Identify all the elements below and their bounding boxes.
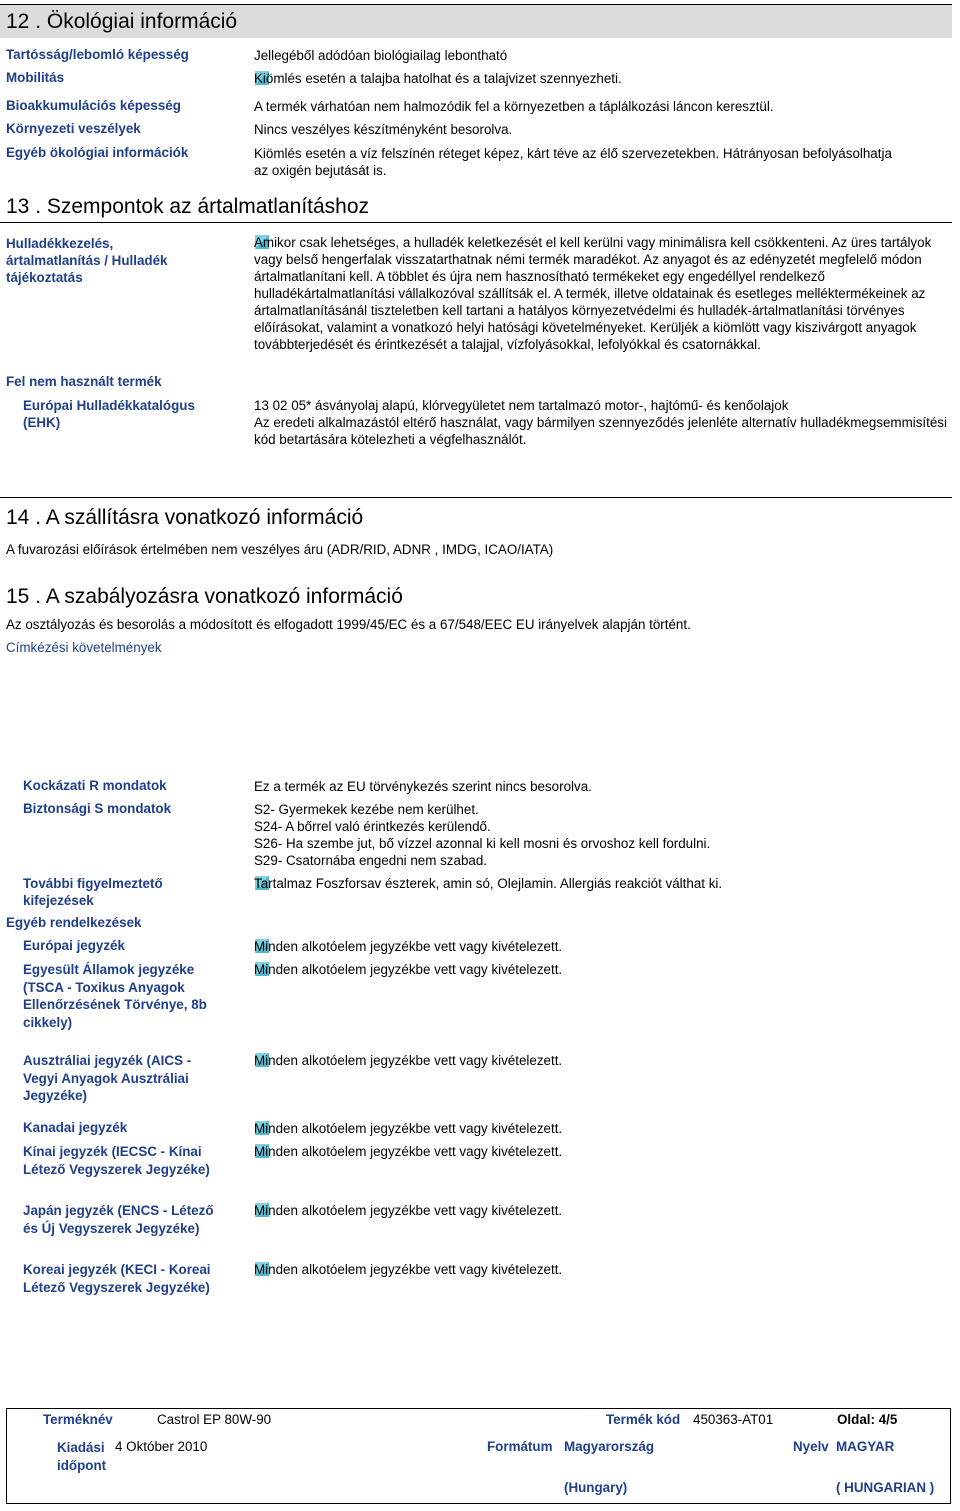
label-jp-inventory: Japán jegyzék (ENCS - Létező és Új Vegyszerek Jegyzéke) <box>23 1203 214 1236</box>
footer-page-label: Oldal: <box>837 1412 875 1427</box>
text-cn-inventory: Minden alkotóelem jegyzékbe vett vagy kivételezett. <box>254 1144 563 1159</box>
section-15-title: 15 . A szabályozásra vonatkozó információ <box>6 585 403 608</box>
label-label-requirements: Címkézési követelmények <box>6 640 162 655</box>
text-further-warnings: Tartalmaz Foszforsav észterek, amin só, Olejlamin. Allergiás reakciót válthat ki. <box>254 876 723 891</box>
label-r-phrases: Kockázati R mondatok <box>23 778 167 793</box>
text-mobility: Kiömlés esetén a talajba hatolhat és a talajvizet szennyezheti. <box>254 71 622 86</box>
footer-date-value: 4 Október 2010 <box>115 1439 208 1454</box>
text-other-eco: Kiömlés esetén a víz felszínén réteget képez, kárt téve az élő szervezetekben. Hátrányosan befolyásolhatja az oxigén bejutását is. <box>254 146 892 178</box>
footer-code-label: Termék kód <box>606 1412 681 1427</box>
text-au-inventory: Minden alkotóelem jegyzékbe vett vagy kivételezett. <box>254 1053 563 1068</box>
text-ehk: 13 02 05* ásványolaj alapú, klórvegyületet nem tartalmazó motor-, hajtómű- és kenőolajok Az eredeti alkalmazástól eltérő használat, vagy bármilyen szennyeződés jelenléte alternatív hulladékmegsemmisítési kód betartására kötelezheti a végfelhasználót. <box>254 398 947 447</box>
section-14-title: 14 . A szállításra vonatkozó információ <box>6 506 364 529</box>
label-env-hazards: Környezeti veszélyek <box>6 121 141 136</box>
divider <box>0 497 952 498</box>
label-other-eco: Egyéb ökológiai információk <box>6 145 189 160</box>
text-r-phrases: Ez a termék az EU törvénykezés szerint nincs besorolva. <box>254 779 592 794</box>
text-waste-treatment: Amikor csak lehetséges, a hulladék keletkezését el kell kerülni vagy minimálisra kell csökkenteni. Az üres tartályok vagy belső hengerfalak visszatarthatnak némi termék maradékot. Az anyagot és az edényzetét megfelelő módon ártalmatlanítani kell. A többlet és újra nem hasznosítható termékeket egy engedéllyel rendelkező hulladékártalmatlanítási vállalkozóval szállítsák el. A termék, illetve oldatainak és esetleges melléktermékeinek az ártalmatlanításánál tiszteletben kell tartani a hatályos környezetvédelmi és hulladék-ártalmatlanítási törvényes előírásokat, valamint a vonatkozó helyi hatósági követelményeket. Kerüljék a kiömlött vagy kiszivárgott anyagok továbbterjedését és érintkezését a talajjal, vízfolyásokkal, lefolyókkal és csatornákkal. <box>254 235 932 352</box>
text-us-inventory: Minden alkotóelem jegyzékbe vett vagy kivételezett. <box>254 962 563 977</box>
label-further-warnings: További figyelmeztető kifejezések <box>23 876 163 908</box>
footer-lang-label: Nyelv <box>793 1439 829 1454</box>
label-waste-treatment: Hulladékkezelés, ártalmatlanítás / Hulladék tájékoztatás <box>6 236 168 285</box>
text-eu-inventory: Minden alkotóelem jegyzékbe vett vagy kivételezett. <box>254 939 563 954</box>
label-eu-inventory: Európai jegyzék <box>23 938 125 953</box>
section-12-header <box>0 4 952 38</box>
text-bioaccumulation: A termék várhatóan nem halmozódik fel a környezetben a táplálkozási láncon keresztül. <box>254 99 774 114</box>
label-ehk: Európai Hulladékkatalógus (EHK) <box>23 398 195 430</box>
divider <box>0 222 952 223</box>
footer-code-value: 450363-AT01 <box>693 1412 774 1427</box>
label-unused-product: Fel nem használt termék <box>6 374 162 389</box>
footer-date-label: Kiadási időpont <box>57 1440 107 1473</box>
text-persistence: Jellegéből adódóan biológiailag lebontható <box>254 48 508 63</box>
text-jp-inventory: Minden alkotóelem jegyzékbe vett vagy kivételezett. <box>254 1203 563 1218</box>
label-other-provisions: Egyéb rendelkezések <box>6 915 142 930</box>
footer-page <box>837 1412 897 1427</box>
footer-product-label: Terméknév <box>43 1412 113 1427</box>
section-13-title: 13 . Szempontok az ártalmatlanításhoz <box>6 195 370 218</box>
footer-lang-value: MAGYAR <box>836 1439 895 1454</box>
label-us-inventory: Egyesült Államok jegyzéke (TSCA - Toxikus Anyagok Ellenőrzésének Törvénye, 8b cikkely) <box>23 962 207 1030</box>
label-kr-inventory: Koreai jegyzék (KECI - Koreai Létező Vegyszerek Jegyzéke) <box>23 1262 211 1295</box>
label-ca-inventory: Kanadai jegyzék <box>23 1120 128 1135</box>
label-au-inventory: Ausztráliai jegyzék (AICS - Vegyi Anyagok Ausztráliai Jegyzéke) <box>23 1053 192 1103</box>
footer-format-sub: (Hungary) <box>564 1480 628 1495</box>
text-regulation: Az osztályozás és besorolás a módosított és elfogadott 1999/45/EC és a 67/548/EEC EU irányelvek alapján történt. <box>6 617 691 632</box>
label-persistence: Tartósság/lebomló képesség <box>6 47 189 62</box>
footer-format-label: Formátum <box>487 1439 553 1454</box>
text-transport: A fuvarozási előírások értelmében nem veszélyes áru (ADR/RID, ADNR , IMDG, ICAO/IATA) <box>6 542 554 557</box>
text-ca-inventory: Minden alkotóelem jegyzékbe vett vagy kivételezett. <box>254 1121 563 1136</box>
label-s-phrases: Biztonsági S mondatok <box>23 801 172 816</box>
label-bioaccumulation: Bioakkumulációs képesség <box>6 98 181 113</box>
text-s-phrases: S2- Gyermekek kezébe nem kerülhet. S24- A bőrrel való érintkezés kerülendő. S26- Ha szembe jut, bő vízzel azonnal ki kell mosni és orvoshoz kell fordulni. S29- Csatornába engedni nem szabad. <box>254 802 711 868</box>
text-env-hazards: Nincs veszélyes készítményként besorolva. <box>254 122 513 137</box>
page-footer <box>6 1408 951 1504</box>
text-kr-inventory: Minden alkotóelem jegyzékbe vett vagy kivételezett. <box>254 1262 563 1277</box>
footer-page-value: 4/5 <box>878 1412 898 1427</box>
label-mobility: Mobilitás <box>6 70 65 85</box>
footer-format-value: Magyarország <box>564 1439 655 1454</box>
footer-lang-sub: ( HUNGARIAN ) <box>836 1480 935 1495</box>
section-title: 12 . Ökológiai információ <box>6 10 238 33</box>
label-cn-inventory: Kínai jegyzék (IECSC - Kínai Létező Vegyszerek Jegyzéke) <box>23 1144 210 1177</box>
footer-product-value: Castrol EP 80W-90 <box>157 1412 272 1427</box>
